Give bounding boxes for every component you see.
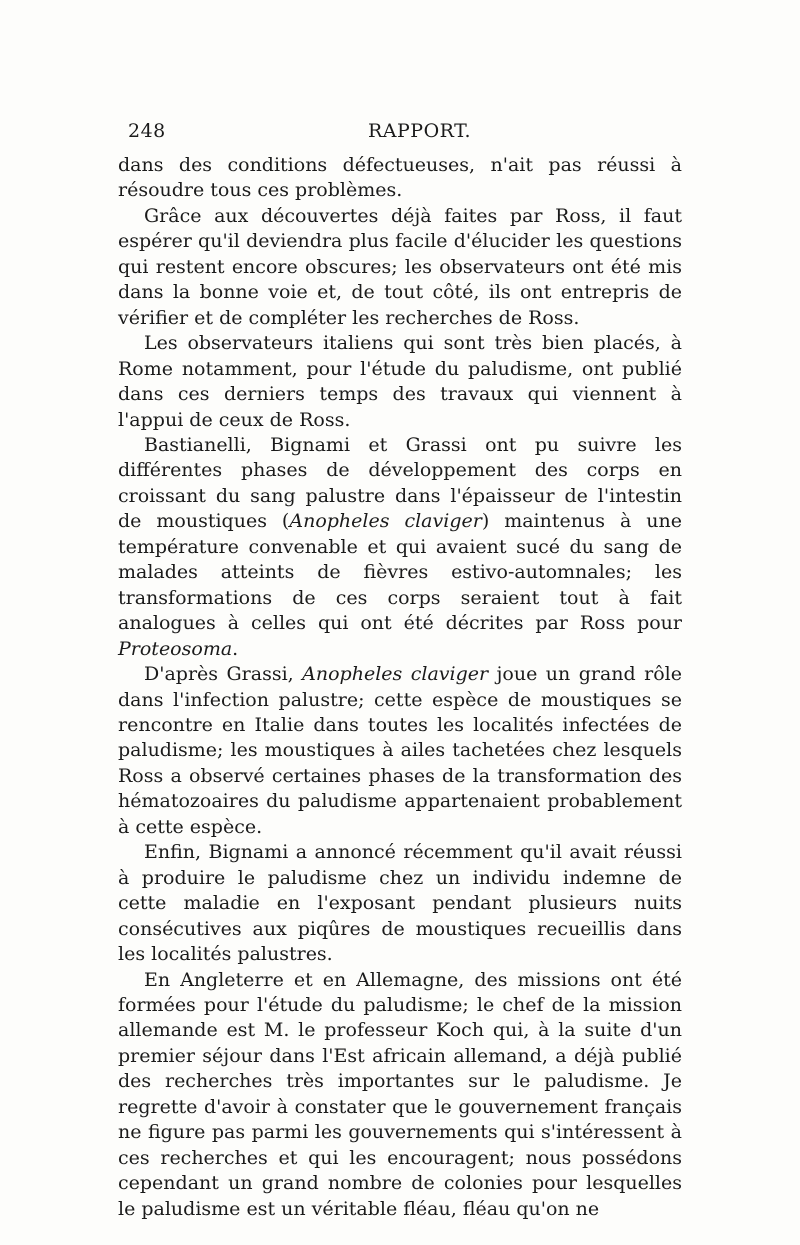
text-run: dans des conditions défectueuses, n'ait pas réussi à résoudre tous ces problèmes. [118,154,682,202]
italic-text: Anopheles claviger [302,663,489,686]
page-header [118,113,682,153]
text-run: Grâce aux découvertes déjà faites par Ross, il faut espérer qu'il deviendra plus facile d'élucider les questions qui restent encore obscures; les observateurs ont été mis dans la bonne voie et, de tout côté, ils ont entrepris de vérifier et de compléter les recherches de Ross. [118,204,682,329]
paragraph [118,968,682,1223]
text-run: joue un grand rôle dans l'infection palustre; cette espèce de moustiques se rencontre en Italie dans toutes les localités infectées de paludisme; les moustiques à ailes tachetées chez lesquels Ross a observé certaines phases de la transformation des hématozoaires du paludisme appartenaient probablement à cette espèce. [118,663,683,838]
text-run: En Angleterre et en Allemagne, des missions ont été formées pour l'étude du paludisme; le chef de la mission allemande est M. le professeur Koch qui, à la suite d'un premier séjour dans l'Est africain allemand, a déjà publié des recherches très importantes sur le paludisme. Je regrette d'avoir à constater que le gouvernement français ne figure pas parmi les gouvernements qui s'intéressent à ces recherches et qui les encouragent; nous possédons cependant un grand nombre de colonies pour lesquelles le paludisme est un véritable fléau, fléau qu'on ne [118,968,682,1220]
body-text [118,153,682,1222]
paragraph [118,331,682,433]
page-number: 248 [128,120,166,142]
italic-text: Anopheles claviger [289,510,482,533]
running-head: RAPPORT. [368,120,472,142]
paragraph [118,840,682,967]
text-run: ) maintenus à une température convenable et qui avaient sucé du sang de malades atteints de fièvres estivo-automnales; les transformations de ces corps seraient tout à fait analogues à celles qui ont été décrites par Ross pour [118,510,683,635]
paragraph [118,204,682,331]
paragraph [118,433,682,662]
text-block [118,113,682,1222]
text-run: D'après Grassi, [144,663,303,686]
text-run: Enfin, Bignami a annoncé récemment qu'il avait réussi à produire le paludisme chez un individu indemne de cette maladie en l'exposant pendant plusieurs nuits consécutives aux piqûres de moustiques recueillis dans les localités palustres. [118,841,682,966]
paragraph [118,153,682,204]
text-run: Les observateurs italiens qui sont très bien placés, à Rome notamment, pour l'étude du paludisme, ont publié dans ces derniers temps des travaux qui viennent à l'appui de ceux de Ross. [118,332,682,431]
italic-text: Proteosoma [118,637,233,660]
paragraph [118,662,682,840]
text-run: . [232,637,239,660]
text-run: Bastianelli, Bignami et Grassi ont pu suivre les différentes phases de développement des corps en croissant du sang palustre dans l'épaisseur de l'intestin de moustiques ( [118,433,682,533]
